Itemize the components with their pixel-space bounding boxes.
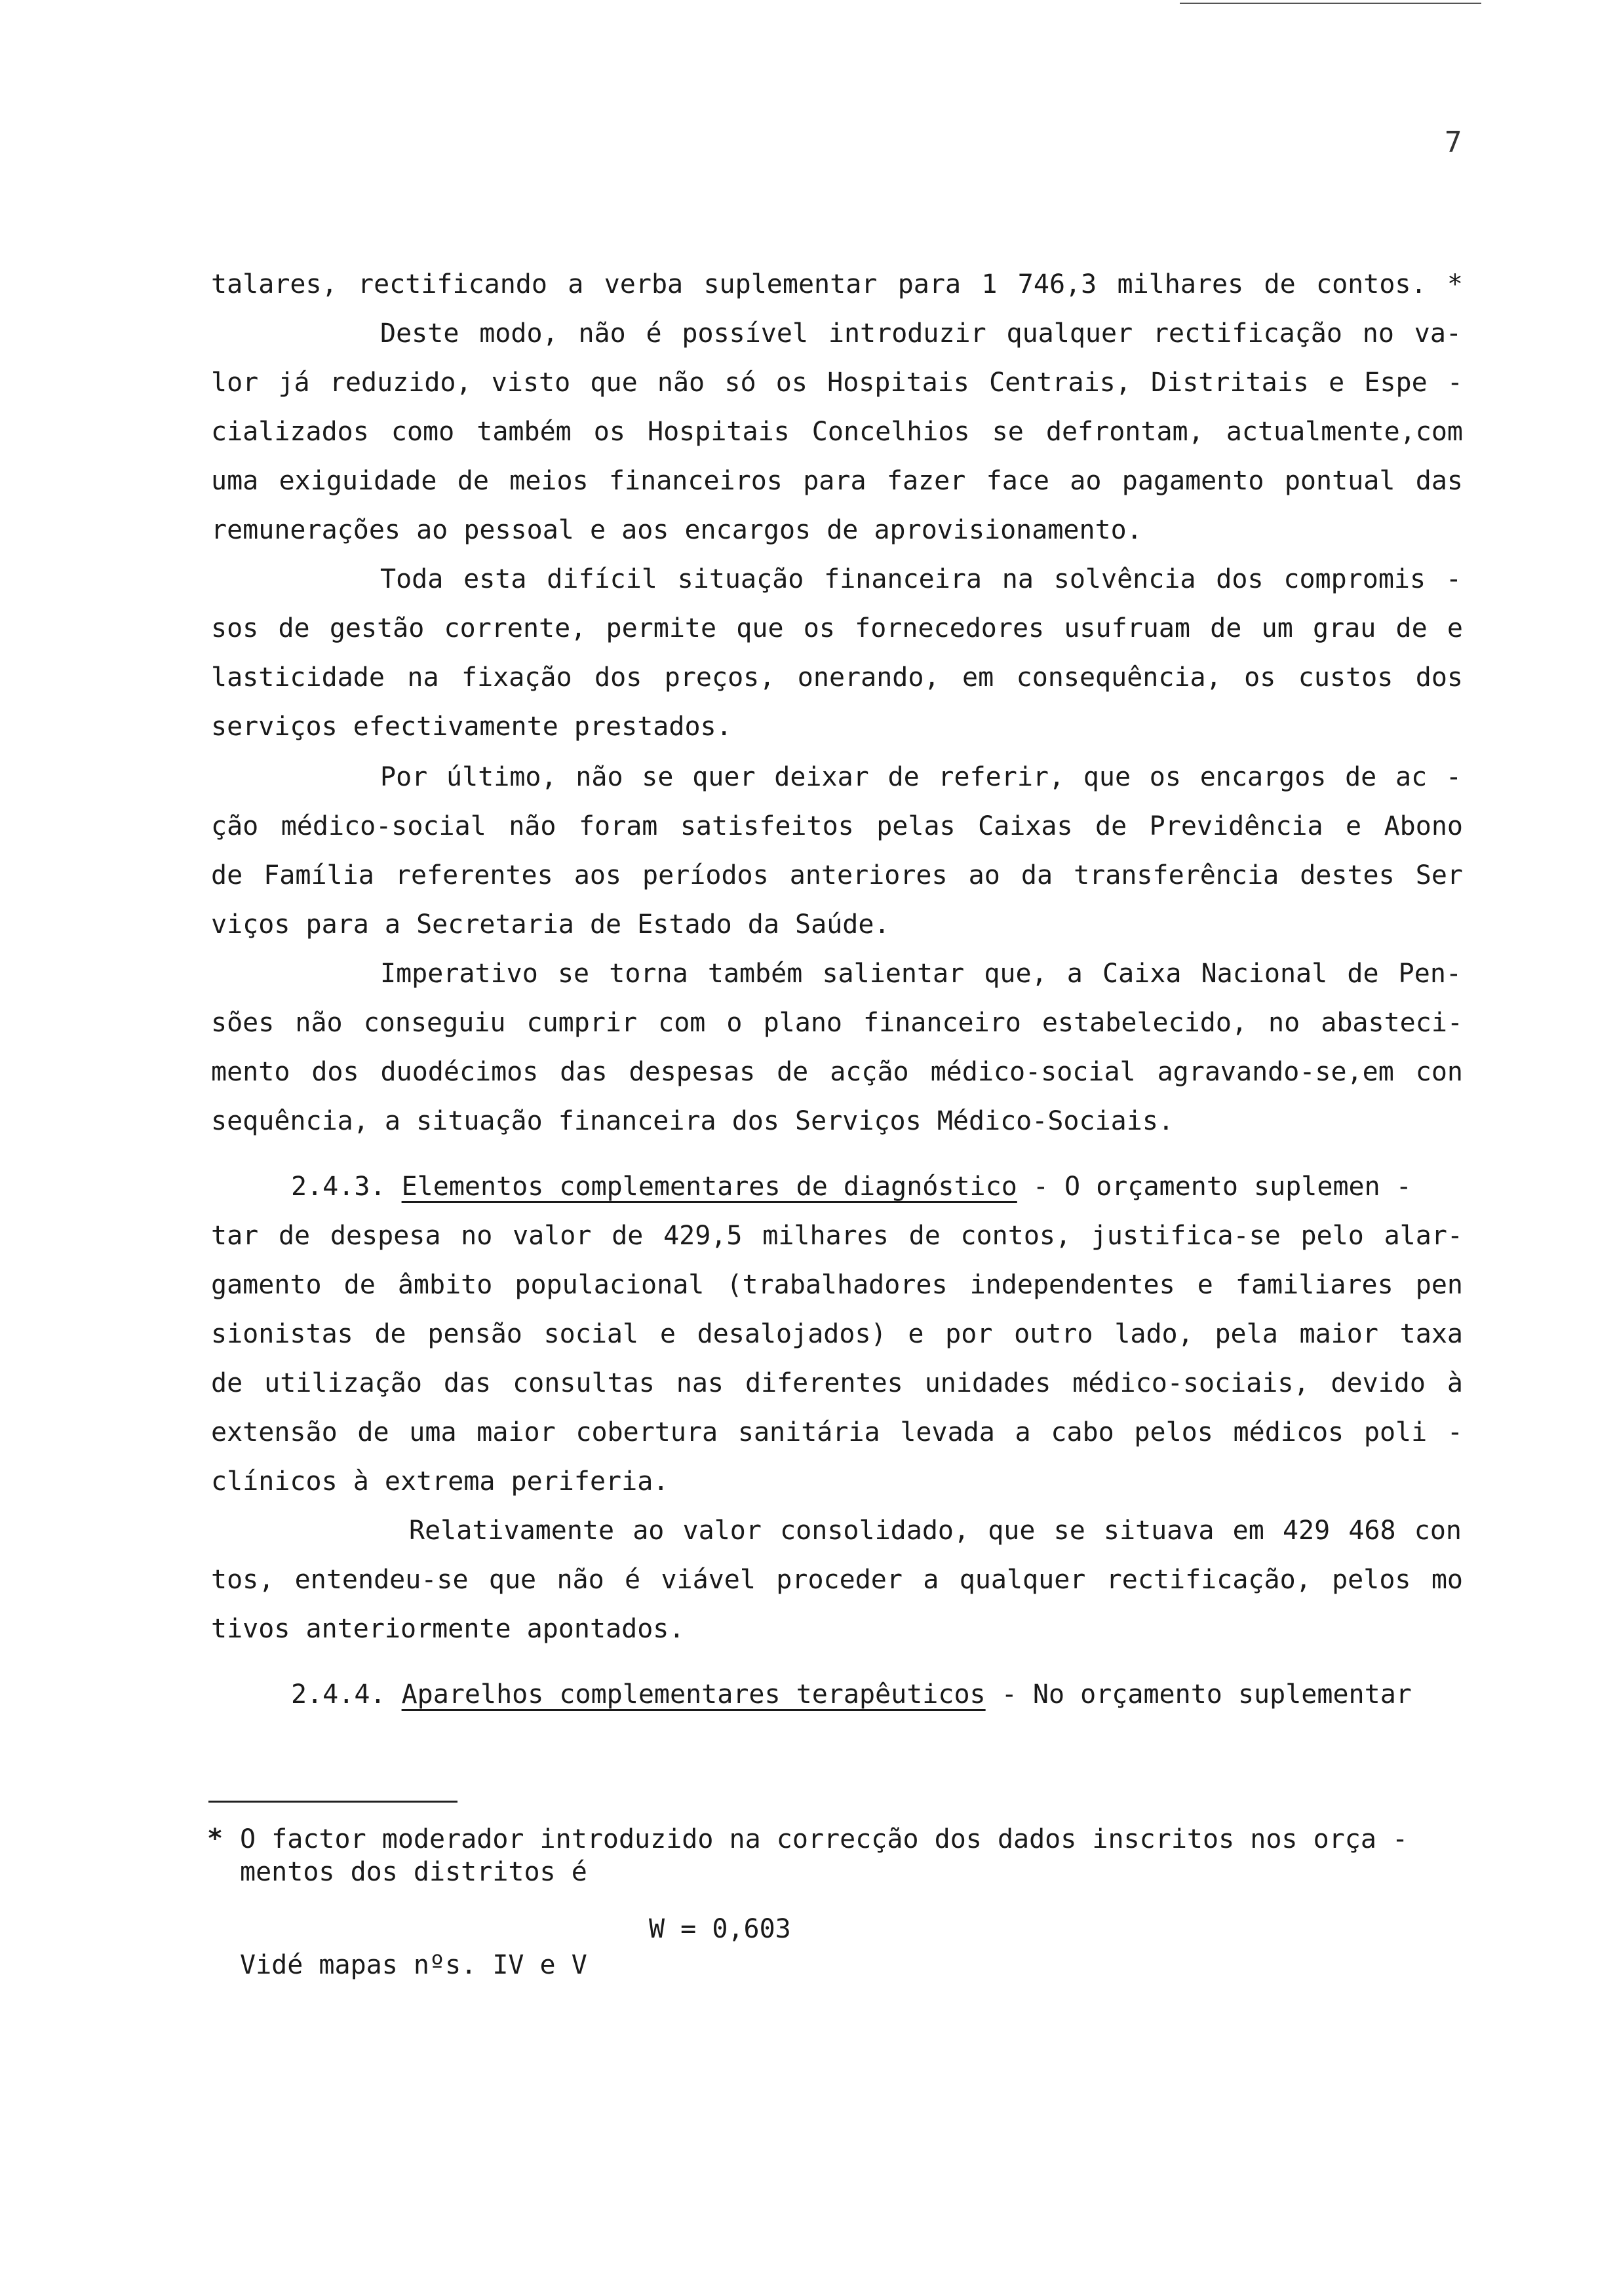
section-number: 2.4.3. [291, 1172, 386, 1202]
footnote-formula: W = 0,603 [649, 1914, 791, 1944]
body-line: extensão de uma maior cobertura sanitária levada a cabo pelos médicos poli - [211, 1417, 1463, 1447]
body-line: de utilização das consultas nas diferentes unidades médico-sociais, devido à [211, 1368, 1463, 1398]
section-lead-text: - No orçamento suplementar [985, 1679, 1412, 1710]
footnote-line: O factor moderador introduzido na correcção dos dados inscritos nos orça - [240, 1824, 1409, 1854]
body-line: tivos anteriormente apontados. [211, 1614, 685, 1644]
body-line: de Família referentes aos períodos anteriores ao da transferência destes Ser [211, 860, 1463, 890]
footnote-line: mentos dos distritos é [240, 1857, 587, 1887]
body-line: tos, entendeu-se que não é viável proceder a qualquer rectificação, pelos mo [211, 1565, 1463, 1595]
body-line: Relativamente ao valor consolidado, que se situava em 429 468 con [409, 1516, 1462, 1546]
body-line: remunerações ao pessoal e aos encargos de aprovisionamento. [211, 515, 1142, 545]
section-heading-2-4-3 [291, 1171, 1412, 1202]
body-line: sionistas de pensão social e desalojados) e por outro lado, pela maior taxa [211, 1319, 1463, 1349]
body-line: serviços efectivamente prestados. [211, 712, 732, 742]
footnote-marker: * [207, 1824, 224, 1854]
body-line: Por último, não se quer deixar de referir, que os encargos de ac - [380, 762, 1462, 792]
body-line: talares, rectificando a verba suplementar para 1 746,3 milhares de contos. * [211, 269, 1463, 299]
body-line: lasticidade na fixação dos preços, onerando, em consequência, os custos dos [211, 662, 1463, 693]
body-line: tar de despesa no valor de 429,5 milhares de contos, justifica-se pelo alar- [211, 1221, 1463, 1251]
body-line: Toda esta difícil situação financeira na solvência dos compromis - [380, 564, 1462, 594]
section-lead-text: - O orçamento suplemen - [1017, 1172, 1412, 1202]
footnote-separator [208, 1801, 457, 1803]
section-title: Aparelhos complementares terapêuticos [401, 1679, 986, 1710]
section-number: 2.4.4. [291, 1679, 386, 1710]
body-line: viços para a Secretaria de Estado da Saúde. [211, 909, 890, 940]
body-line: clínicos à extrema periferia. [211, 1466, 669, 1497]
footnote-line: Vidé mapas nºs. IV e V [240, 1950, 587, 1980]
body-line: sões não conseguiu cumprir com o plano financeiro estabelecido, no abasteci- [211, 1008, 1463, 1038]
body-line: mento dos duodécimos das despesas de acção médico-social agravando-se,em con [211, 1057, 1463, 1087]
body-line: cializados como também os Hospitais Concelhios se defrontam, actualmente,com [211, 417, 1463, 447]
body-line: sos de gestão corrente, permite que os fornecedores usufruam de um grau de e [211, 613, 1463, 643]
body-line: Imperativo se torna também salientar que, a Caixa Nacional de Pen- [380, 959, 1462, 989]
body-line: Deste modo, não é possível introduzir qualquer rectificação no va- [380, 318, 1462, 349]
body-line: lor já reduzido, visto que não só os Hospitais Centrais, Distritais e Espe - [211, 368, 1463, 398]
body-line: uma exiguidade de meios financeiros para fazer face ao pagamento pontual das [211, 466, 1463, 496]
body-line: gamento de âmbito populacional (trabalhadores independentes e familiares pen [211, 1270, 1463, 1300]
body-line: sequência, a situação financeira dos Serviços Médico-Sociais. [211, 1106, 1175, 1136]
body-line: ção médico-social não foram satisfeitos pelas Caixas de Previdência e Abono [211, 811, 1463, 841]
page-number: 7 [1445, 126, 1462, 159]
section-heading-2-4-4 [291, 1679, 1412, 1710]
section-title: Elementos complementares de diagnóstico [401, 1172, 1017, 1202]
top-edge-rule [1180, 3, 1481, 4]
